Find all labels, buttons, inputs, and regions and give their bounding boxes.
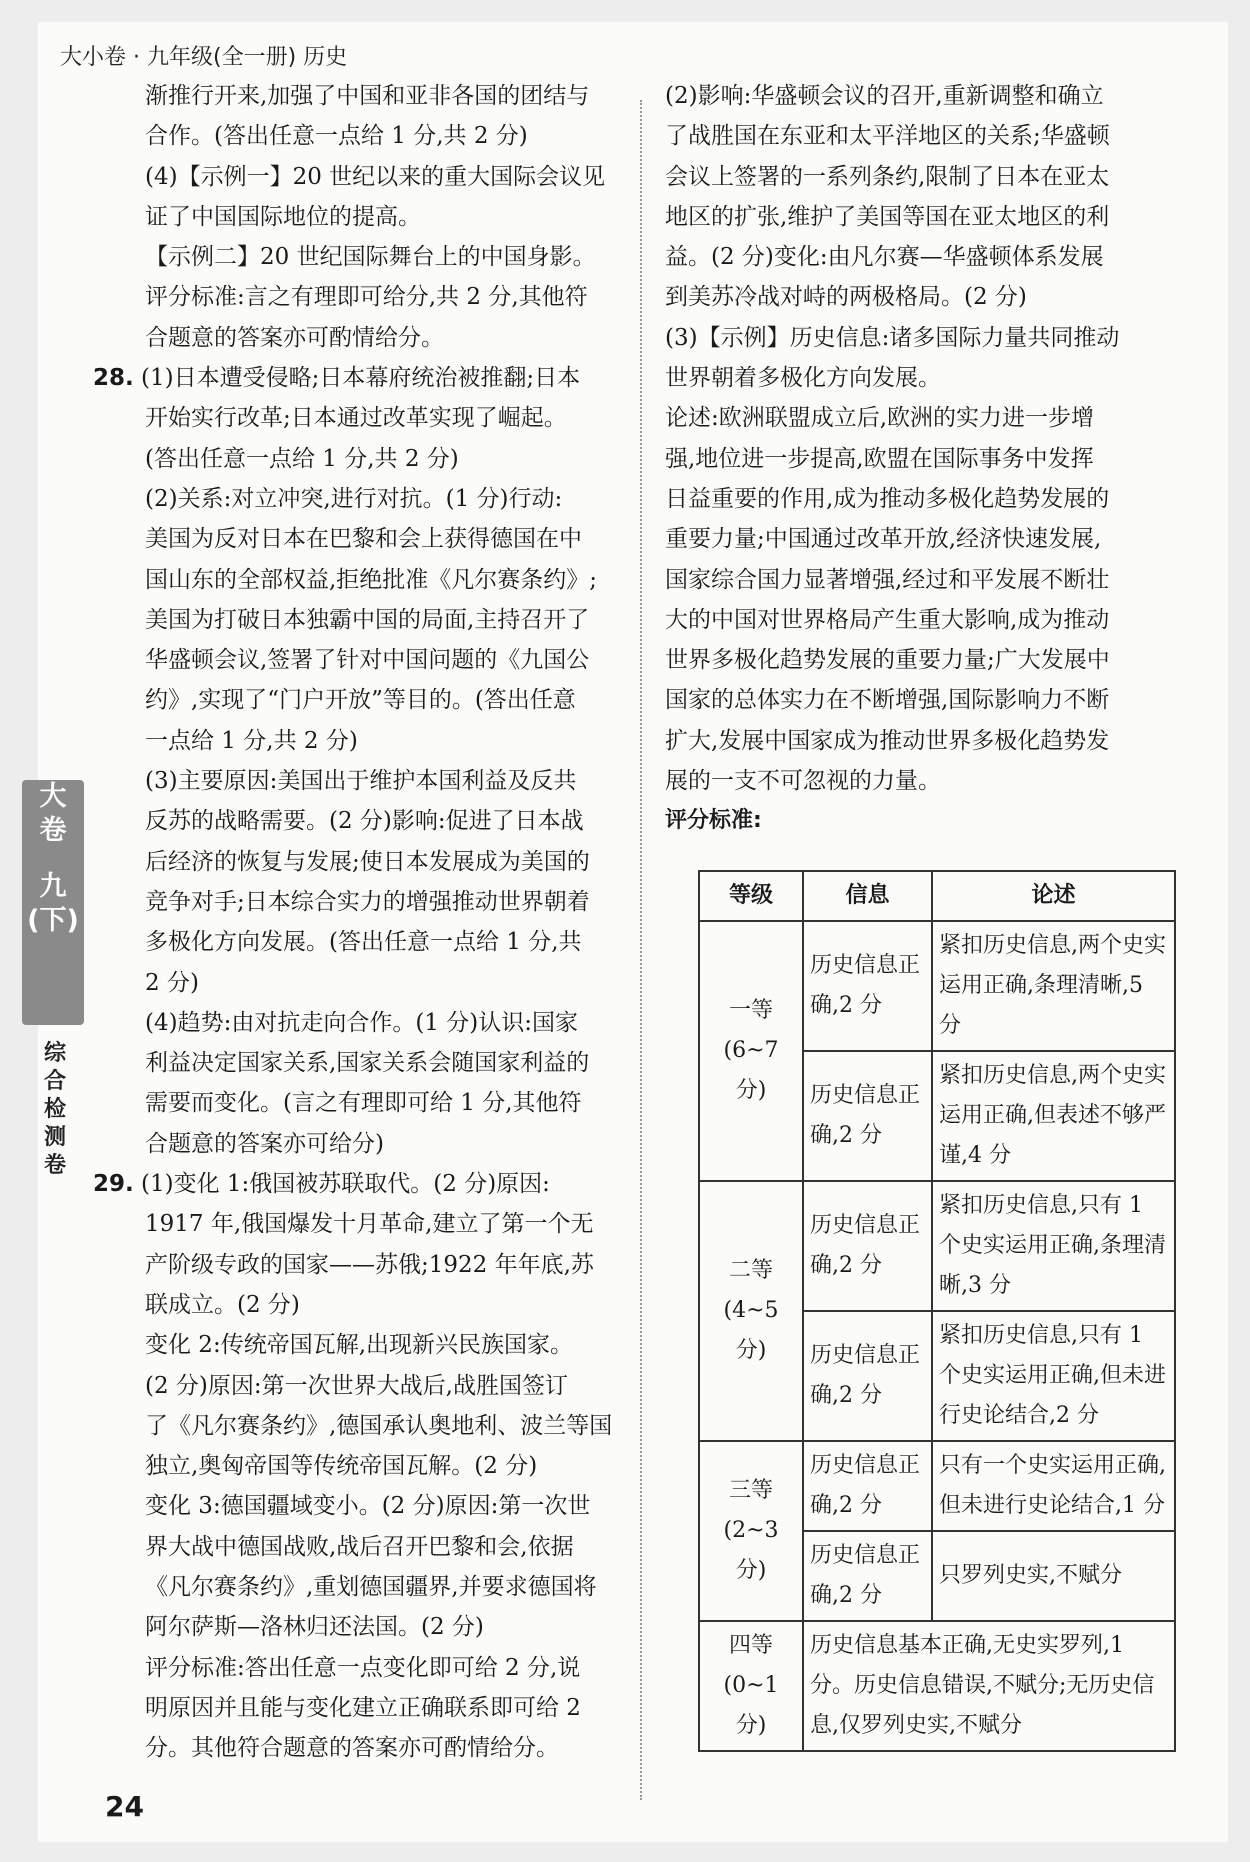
text-line: 合作。(答出任意一点给 1 分,共 2 分) [145, 123, 528, 150]
grade-cell [699, 1181, 803, 1441]
text-line: 重要力量;中国通过改革开放,经济快速发展, [665, 526, 1102, 553]
text-line: 一点给 1 分,共 2 分) [145, 727, 358, 754]
text-line: 展的一支不可忽视的力量。 [665, 768, 941, 795]
table-row [699, 1621, 1175, 1751]
table-header: 信息 [803, 871, 932, 921]
text-line: 界大战中德国战败,战后召开巴黎和会,依据 [145, 1533, 574, 1560]
text-line: 利益决定国家关系,国家关系会随国家利益的 [145, 1050, 590, 1077]
text-line: 地区的扩张,维护了美国等国在亚太地区的利 [665, 203, 1110, 230]
text-line: 扩大,发展中国家成为推动世界多极化趋势发 [665, 727, 1110, 754]
text-line: 合题意的答案亦可给分) [145, 1130, 384, 1157]
text-line: 日益重要的作用,成为推动多极化趋势发展的 [665, 485, 1110, 512]
text-line: 了《凡尔赛条约》,德国承认奥地利、波兰等国 [145, 1412, 613, 1439]
question-number: 29. [93, 1171, 134, 1198]
text-line: 需要而变化。(言之有理即可给 1 分,其他符 [145, 1090, 582, 1117]
side-tab [22, 780, 84, 1025]
text-line: (3)【示例】历史信息:诸多国际力量共同推动 [665, 324, 1120, 351]
right-column [665, 76, 1185, 842]
text-line: 国家综合国力显著增强,经过和平发展不断壮 [665, 566, 1110, 593]
question-number: 28. [93, 365, 134, 392]
info-cell: 历史信息正确,2 分 [803, 1181, 932, 1311]
text-line: (2)影响:华盛顿会议的召开,重新调整和确立 [665, 83, 1104, 109]
page-number: 24 [105, 1790, 144, 1823]
text-line: 产阶级专政的国家——苏俄;1922 年年底,苏 [145, 1251, 594, 1278]
side-tab-char: 九 [39, 871, 67, 902]
text-line: (4)【示例一】20 世纪以来的重大国际会议见 [145, 163, 606, 190]
text-line: (1)变化 1:俄国被苏联取代。(2 分)原因: [141, 1171, 550, 1198]
grade-cell [699, 1621, 803, 1751]
text-line: 会议上签署的一系列条约,限制了日本在亚太 [665, 163, 1110, 190]
text-line: 明原因并且能与变化建立正确联系即可给 2 [145, 1694, 581, 1721]
text-line: (3)主要原因:美国出于维护本国利益及反共 [145, 768, 577, 795]
side-label: 综合检测卷 [43, 1041, 66, 1178]
desc-cell: 只罗列史实,不赋分 [932, 1531, 1175, 1621]
text-line: 了战胜国在东亚和太平洋地区的关系;华盛顿 [665, 123, 1110, 150]
text-line: 后经济的恢复与发展;使日本发展成为美国的 [145, 848, 590, 875]
text-line: 国家的总体实力在不断增强,国际影响力不断 [665, 687, 1110, 714]
info-cell: 历史信息正确,2 分 [803, 1311, 932, 1441]
question-29 [95, 1164, 640, 1204]
grade-name: 二等 [728, 1258, 773, 1283]
table-row [699, 921, 1175, 1051]
side-tab-char: 卷 [39, 815, 67, 846]
grade-range: (0~1 分) [723, 1673, 779, 1738]
side-tab-char: 大 [39, 781, 67, 812]
grade-name: 一等 [728, 998, 773, 1023]
text-line: 评分标准:答出任意一点变化即可给 2 分,说 [145, 1654, 581, 1681]
text-line: 《凡尔赛条约》,重划德国疆界,并要求德国将 [145, 1573, 597, 1600]
grading-title: 评分标准: [665, 808, 762, 834]
text-line: 变化 3:德国疆域变小。(2 分)原因:第一次世 [145, 1493, 591, 1520]
text-line: (4)趋势:由对抗走向合作。(1 分)认识:国家 [145, 1009, 578, 1036]
text-line: 分。其他符合题意的答案亦可酌情给分。 [145, 1735, 559, 1762]
text-line: 1917 年,俄国爆发十月革命,建立了第一个无 [145, 1211, 594, 1238]
grade-name: 四等 [728, 1633, 773, 1658]
text-line: (1)日本遭受侵略;日本幕府统治被推翻;日本 [141, 365, 581, 392]
info-cell: 历史信息正确,2 分 [803, 1051, 932, 1181]
grade-name: 三等 [728, 1478, 773, 1503]
text-line: (2)关系:对立冲突,进行对抗。(1 分)行动: [145, 485, 563, 512]
desc-cell: 紧扣历史信息,只有 1 个史实运用正确,条理清晰,3 分 [932, 1181, 1175, 1311]
table-header-row [699, 871, 1175, 921]
text-line: 大的中国对世界格局产生重大影响,成为推动 [665, 606, 1110, 633]
side-tab-char: (下) [27, 905, 79, 936]
text-line: 世界多极化趋势发展的重要力量;广大发展中 [665, 647, 1110, 674]
text-line: 变化 2:传统帝国瓦解,出现新兴民族国家。 [145, 1332, 574, 1359]
desc-cell: 只有一个史实运用正确,但未进行史论结合,1 分 [932, 1441, 1175, 1531]
text-line: 竞争对手;日本综合实力的增强推动世界朝着 [145, 888, 590, 915]
text-line: 评分标准:言之有理即可给分,共 2 分,其他符 [145, 284, 588, 311]
info-cell: 历史信息正确,2 分 [803, 1441, 932, 1531]
text-line: 华盛顿会议,签署了针对中国问题的《九国公 [145, 647, 590, 674]
text-line: 益。(2 分)变化:由凡尔赛—华盛顿体系发展 [665, 244, 1104, 271]
grade-cell [699, 921, 803, 1181]
grade-range: (6~7 分) [723, 1038, 779, 1103]
text-line: 到美苏冷战对峙的两极格局。(2 分) [665, 284, 1027, 311]
table-header: 论述 [932, 871, 1175, 921]
text-line: (2 分)原因:第一次世界大战后,战胜国签订 [145, 1372, 568, 1399]
text-line: 独立,奥匈帝国等传统帝国瓦解。(2 分) [145, 1453, 538, 1480]
table-row [699, 1181, 1175, 1311]
desc-cell: 紧扣历史信息,两个史实运用正确,条理清晰,5 分 [932, 921, 1175, 1051]
text-line: 渐推行开来,加强了中国和亚非各国的团结与 [145, 83, 590, 109]
text-line: 反苏的战略需要。(2 分)影响:促进了日本战 [145, 808, 584, 835]
table-header: 等级 [699, 871, 803, 921]
text-line: 强,地位进一步提高,欧盟在国际事务中发挥 [665, 445, 1094, 472]
scoring-table [698, 870, 1176, 1752]
text-line: 开始实行改革;日本通过改革实现了崛起。 [145, 405, 567, 432]
text-line: 阿尔萨斯—洛林归还法国。(2 分) [145, 1614, 484, 1641]
text-line: 美国为反对日本在巴黎和会上获得德国在中 [145, 526, 582, 553]
text-line: 国山东的全部权益,拒绝批准《凡尔赛条约》; [145, 566, 598, 593]
page-header: 大小卷 · 九年级(全一册) 历史 [60, 45, 348, 70]
info-cell: 历史信息正确,2 分 [803, 921, 932, 1051]
text-line: 合题意的答案亦可酌情给分。 [145, 324, 444, 351]
left-column [95, 76, 640, 1768]
desc-cell: 历史信息基本正确,无史实罗列,1 分。历史信息错误,不赋分;无历史信息,仅罗列史实,不赋分 [803, 1621, 1175, 1751]
info-cell: 历史信息正确,2 分 [803, 1531, 932, 1621]
text-line: 证了中国国际地位的提高。 [145, 203, 421, 230]
grade-range: (2~3 分) [723, 1518, 779, 1583]
text-line: 多极化方向发展。(答出任意一点给 1 分,共 [145, 929, 582, 956]
grade-range: (4~5 分) [723, 1298, 779, 1363]
text-line: 世界朝着多极化方向发展。 [665, 365, 941, 392]
question-28 [95, 358, 640, 398]
text-line: 2 分) [145, 969, 199, 996]
text-line: 【示例二】20 世纪国际舞台上的中国身影。 [145, 244, 596, 271]
text-line: 美国为打破日本独霸中国的局面,主持召开了 [145, 606, 590, 633]
column-divider [640, 100, 642, 1800]
desc-cell: 紧扣历史信息,两个史实运用正确,但表述不够严谨,4 分 [932, 1051, 1175, 1181]
desc-cell: 紧扣历史信息,只有 1 个史实运用正确,但未进行史论结合,2 分 [932, 1311, 1175, 1441]
text-line: 约》,实现了“门户开放”等目的。(答出任意 [145, 687, 576, 714]
grade-cell [699, 1441, 803, 1621]
text-line: 论述:欧洲联盟成立后,欧洲的实力进一步增 [665, 405, 1095, 432]
text-line: 联成立。(2 分) [145, 1291, 300, 1318]
table-row [699, 1441, 1175, 1531]
text-line: (答出任意一点给 1 分,共 2 分) [145, 445, 459, 472]
